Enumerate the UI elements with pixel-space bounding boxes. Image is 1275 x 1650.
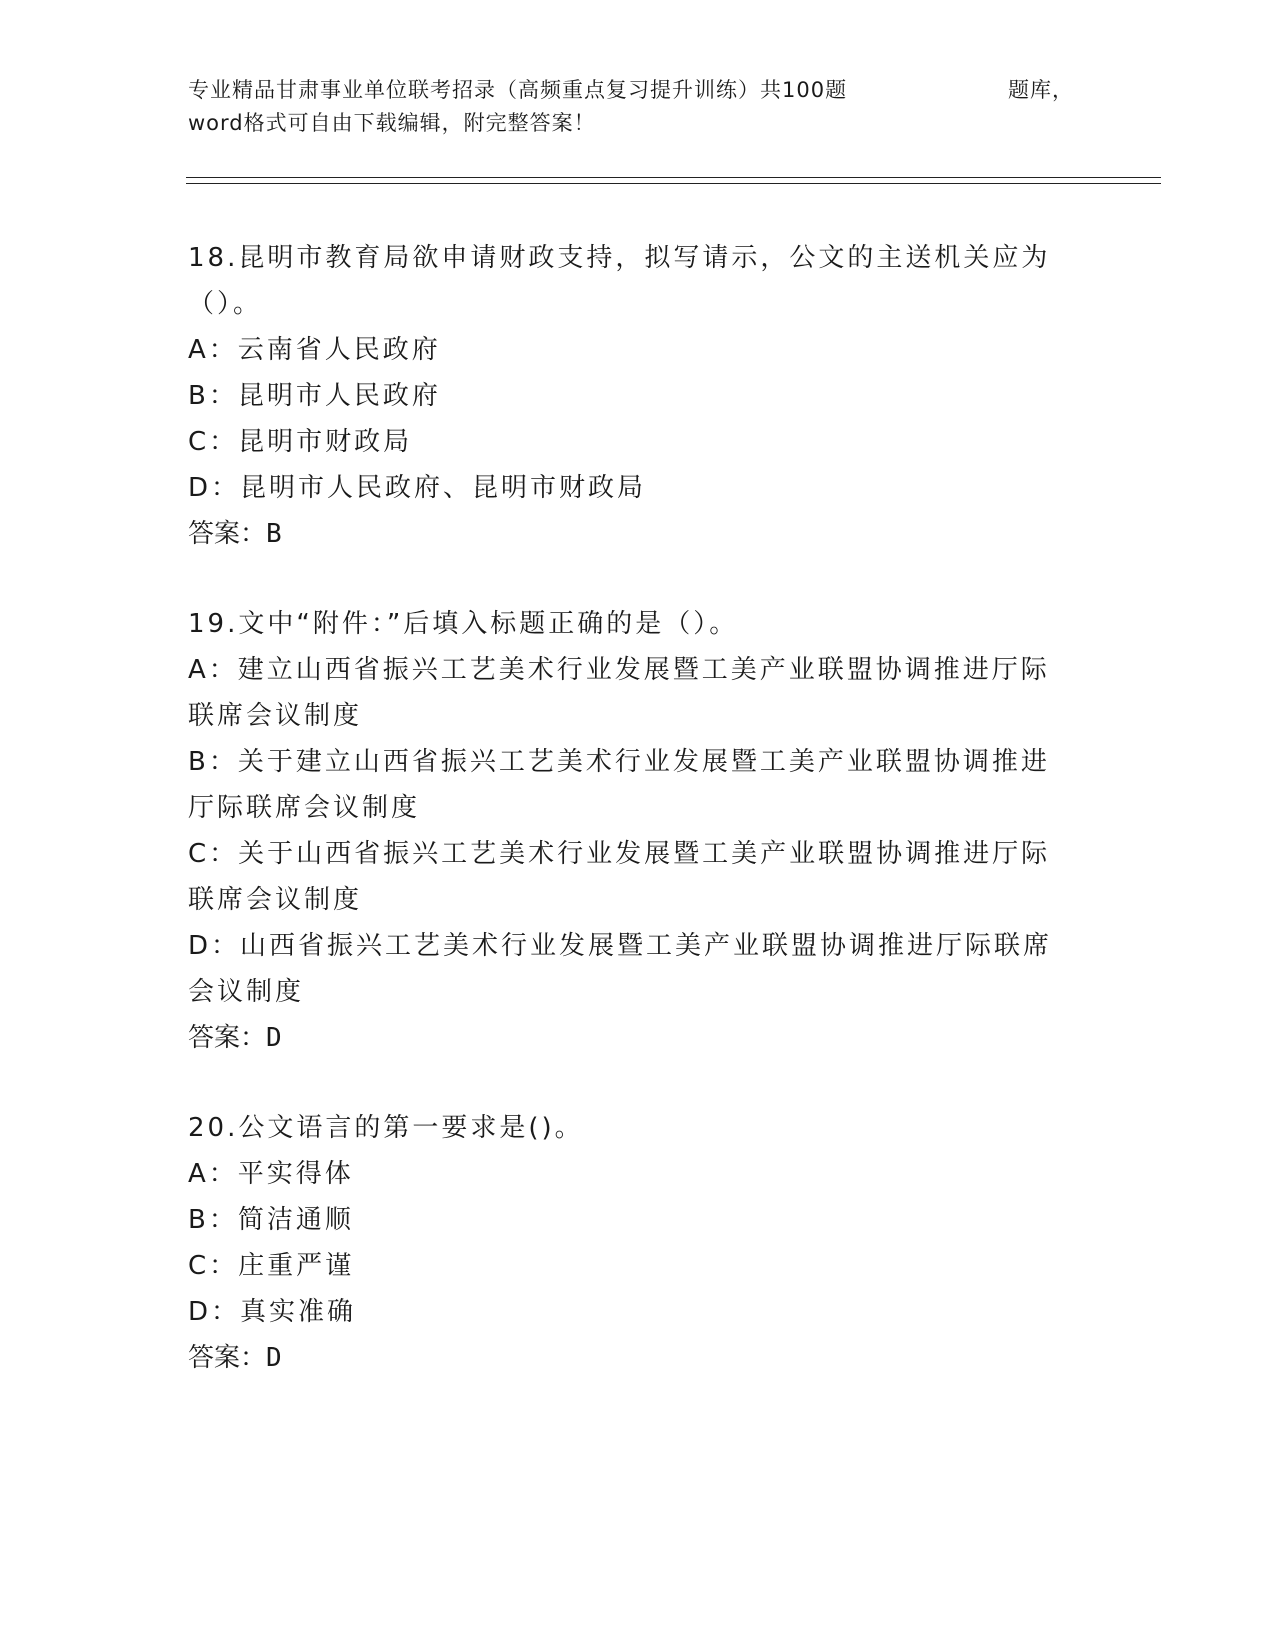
option-c: C：昆明市财政局 bbox=[188, 427, 413, 457]
option-d: D：山西省振兴工艺美术行业发展暨工美产业联盟协调推进厅际联席会议制度 bbox=[188, 931, 1053, 1007]
document-header bbox=[188, 74, 1088, 140]
question-18 bbox=[188, 235, 1078, 557]
option-a: A：建立山西省振兴工艺美术行业发展暨工美产业联盟协调推进厅际联席会议制度 bbox=[188, 655, 1050, 731]
header-title: 专业精品甘肃事业单位联考招录（高频重点复习提升训练）共100题 bbox=[188, 78, 848, 102]
option-a: A：平实得体 bbox=[188, 1159, 354, 1189]
option-c: C：庄重严谨 bbox=[188, 1251, 355, 1281]
question-list bbox=[188, 235, 1078, 1425]
option-a: A：云南省人民政府 bbox=[188, 335, 441, 365]
option-d: D：真实准确 bbox=[188, 1297, 357, 1327]
header-title-tail: 题库， bbox=[1008, 78, 1074, 102]
question-20 bbox=[188, 1105, 1078, 1381]
header-line-1 bbox=[188, 74, 1088, 107]
question-stem: 18.昆明市教育局欲申请财政支持，拟写请示，公文的主送机关应为（）。 bbox=[188, 243, 1051, 319]
option-d: D：昆明市人民政府、昆明市财政局 bbox=[188, 473, 647, 503]
option-b: B：关于建立山西省振兴工艺美术行业发展暨工美产业联盟协调推进厅际联席会议制度 bbox=[188, 747, 1050, 823]
answer-line: 答案：D bbox=[188, 1023, 282, 1053]
question-19 bbox=[188, 601, 1078, 1061]
answer-line: 答案：B bbox=[188, 519, 282, 549]
header-subtitle: word格式可自由下载编辑，附完整答案！ bbox=[188, 111, 596, 135]
question-stem: 19.文中“附件：”后填入标题正确的是（）。 bbox=[188, 609, 739, 639]
option-c: C：关于山西省振兴工艺美术行业发展暨工美产业联盟协调推进厅际联席会议制度 bbox=[188, 839, 1051, 915]
answer-line: 答案：D bbox=[188, 1343, 282, 1373]
question-stem: 20.公文语言的第一要求是()。 bbox=[188, 1113, 584, 1143]
option-b: B：昆明市人民政府 bbox=[188, 381, 441, 411]
option-b: B：简洁通顺 bbox=[188, 1205, 354, 1235]
header-divider-bottom bbox=[186, 183, 1161, 184]
header-divider-top bbox=[186, 177, 1161, 178]
